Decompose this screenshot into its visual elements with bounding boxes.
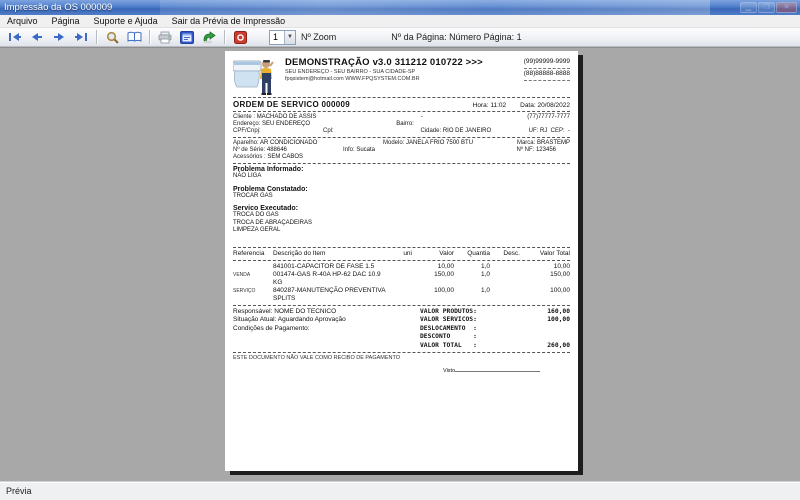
total-label: VALOR TOTAL : [420,341,477,349]
client-cpf-label: CPF/Cnpj: [233,128,261,134]
responsible-technician: Responsável: NOME DO TECNICO [233,307,337,315]
total-label: DESCONTO : [420,333,477,340]
table-row [233,263,570,271]
total-value [477,333,570,342]
table-row [233,271,570,287]
company-info [285,57,524,95]
device-model-label: Modelo: [383,140,407,146]
item-quantia: 1,0 [480,270,490,278]
window-controls [740,2,797,13]
item-total: 100,00 [550,286,570,294]
client-name-label: Cliente : [233,114,257,120]
printer-setup-icon [180,31,194,44]
current-status: Situação Atual: Aguardando Aprovação [233,316,346,323]
minimize-button[interactable]: ▁ [740,2,757,13]
total-value [477,325,570,334]
item-valor: 10,00 [437,262,454,270]
item-desconto [490,271,520,287]
print-button[interactable] [154,29,176,46]
company-contact: fpqsistem@hotmail.com WWW.FPQSYSTEM.COM.BR [285,75,420,82]
service-done-line: LIMPEZA GERAL [233,227,281,233]
exit-icon [234,31,247,44]
divider [233,305,570,306]
titlebar [0,0,800,15]
client-uf-label: UF: [528,128,540,134]
device-serial: 488646 [266,147,287,153]
client-city-label: Cidade: [420,128,443,134]
first-page-button[interactable] [4,29,26,46]
service-done-line: TROCA DO GAS [233,212,279,218]
previous-page-icon [30,32,44,42]
client-city: RIO DE JANEIRO [442,128,492,134]
device-nf: 123456 [535,147,556,153]
device-accessories-label: Acessórios : [233,154,268,160]
printer-icon [158,31,172,44]
item-tipo: SERVIÇO [233,287,256,294]
header-referencia: Referencia [233,249,265,257]
service-done-section [233,205,570,235]
visto-label: Visto [443,368,456,374]
header-uni: uni [403,249,412,257]
signature-underline [455,367,540,372]
client-cpl-label: Cpl: [323,128,334,134]
items-table-header [233,250,570,258]
menubar [0,15,800,28]
device-type-label: Aparelho: [233,140,261,146]
menu-pagina[interactable]: Página [51,16,80,26]
toolbar-separator [149,30,150,44]
found-problem-section [233,186,570,201]
order-title-row [233,100,570,109]
item-valor: 100,00 [434,286,454,294]
company-phone-2: (88)88888-8888 [524,69,570,81]
client-uf: RJ [539,128,548,134]
table-row [233,287,570,303]
previous-page-button[interactable] [26,29,48,46]
toolbar-separator [96,30,97,44]
footer-left [233,308,420,351]
zoom-button[interactable] [101,29,123,46]
next-page-icon [52,32,66,42]
device-serial-label: Nº de Série: [233,147,267,153]
zoom-level-value: 1 [273,31,279,42]
total-value: 160,00 [547,307,570,315]
order-time: Hora: 11:02 [472,102,507,109]
item-desconto [490,287,520,303]
device-model: JANELA FRIO 7500 BTU [406,140,474,146]
device-brand-label: Marca: [516,140,537,146]
total-label: VALOR PRODUTOS: [420,307,477,315]
open-book-icon [127,31,142,43]
service-done-label: Servico Executado: [233,205,298,212]
window-title: Impressão da OS 000009 [4,2,113,13]
divider [233,247,570,248]
divider [233,163,570,164]
found-problem-label: Problema Constatado: [233,185,308,193]
menu-arquivo[interactable]: Arquivo [7,16,38,26]
device-info-label: Info: [343,147,357,153]
device-section [233,140,570,161]
page-number-info: Nº da Página: Número Página: 1 [391,32,522,42]
maximize-button[interactable]: ❐ [758,2,775,13]
service-done-line: TROCA DE ABRAÇADEIRAS [233,219,313,226]
toolbar [0,28,800,47]
first-page-icon [8,32,22,42]
reported-problem-label: Problema Informado: [233,166,304,173]
menu-suporte-ajuda[interactable]: Suporte e Ajuda [93,16,158,26]
client-cep: - [568,128,570,134]
menu-sair-previa[interactable]: Sair da Prévia de Impressão [171,16,286,26]
zoom-level-select[interactable] [269,30,296,45]
two-page-view-button[interactable] [123,29,145,46]
item-tipo [233,263,273,271]
header-descricao: Descrição do Item [273,249,326,257]
device-type: AR CONDICIONADO [260,140,318,146]
divider [233,97,570,98]
signature-line [443,367,570,374]
client-extra: - [420,114,423,120]
found-problem-value: TROCAR GAS [233,192,273,199]
item-quantia: 1,0 [480,262,490,270]
total-label: DESLOCAMENTO : [420,324,477,332]
client-cep-label: CEP: [550,128,565,134]
device-nf-label: Nº NF: [516,147,536,153]
totals-block [420,308,570,351]
divider [233,111,570,112]
header-valor: Valor [439,249,454,257]
printer-setup-button[interactable] [176,29,198,46]
order-date: Data: 20/08/2022 [520,102,570,109]
exit-preview-button[interactable] [229,29,251,46]
header-desconto: Desc. [503,249,520,257]
client-address-label: Endereço: [233,121,263,127]
zoom-label: Nº Zoom [301,32,337,42]
export-button[interactable] [198,29,220,46]
item-desconto [490,263,520,271]
client-bairro-label: Bairro: [396,121,414,127]
item-quantia: 1,0 [480,286,490,294]
client-address: SEU ENDEREÇO [262,121,311,127]
company-phones [524,57,570,95]
header-valor-total: Valor Total [539,249,570,257]
item-descricao: 001474-GAS R-40A HP-62 DAC 10.9 KG [273,270,381,286]
last-page-icon [74,32,88,42]
item-total: 10,00 [553,262,570,270]
total-value: 260,00 [547,341,570,349]
toolbar-separator [224,30,225,44]
last-page-button[interactable] [70,29,92,46]
payment-conditions: Condições de Pagamento: [233,324,310,332]
item-descricao: 841001-CAPACITOR DE FASE 1.5 [273,262,375,270]
disclaimer-text: ESTE DOCUMENTO NÃO VALE COMO RECIBO DE PAGAMENTO [233,355,401,361]
device-brand: BRASTEMP [536,140,570,146]
divider [233,137,570,138]
item-uni [390,263,412,271]
order-title: ORDEM DE SERVICO 000009 [233,100,351,109]
header-quantia: Quantia [467,249,490,257]
device-accessories: SEM CABOS [267,154,304,160]
report-footer [233,308,570,351]
client-name: MACHADO DE ASSIS [256,114,317,120]
divider [233,352,570,353]
export-icon [202,31,217,44]
report-header [233,57,570,95]
reported-problem-section [233,166,570,181]
company-logo [233,57,279,95]
report-page [225,51,578,471]
chevron-down-icon[interactable]: ▼ [284,31,295,44]
company-phone-1: (99)99999-9999 [524,57,570,69]
item-uni [390,287,412,303]
company-address: SEU ENDEREÇO - SEU BAIRRO - SUA CIDADE-SP [285,69,416,75]
item-valor: 150,00 [434,270,454,278]
company-name: DEMONSTRAÇÃO v3.0 311212 010722 >>> [285,57,483,68]
close-button[interactable]: ✕ [776,2,797,13]
divider [233,260,570,261]
total-label: VALOR SERVICOS: [420,316,477,323]
status-text: Prévia [6,486,32,496]
client-phone: (77)77777-7777 [527,114,570,120]
item-total: 150,00 [550,270,570,278]
item-tipo: VENDA [233,271,251,278]
item-descricao: 840287-MANUTENÇÃO PREVENTIVA SPLITS [273,286,386,302]
statusbar [0,481,800,500]
item-uni [390,271,412,287]
device-info: Sucata [356,147,376,153]
preview-workspace [0,47,800,481]
reported-problem-value: NÃO LIGA [233,173,262,179]
client-section [233,114,570,135]
items-table [233,250,570,303]
total-value: 100,00 [547,316,570,323]
next-page-button[interactable] [48,29,70,46]
magnifier-icon [106,31,119,44]
